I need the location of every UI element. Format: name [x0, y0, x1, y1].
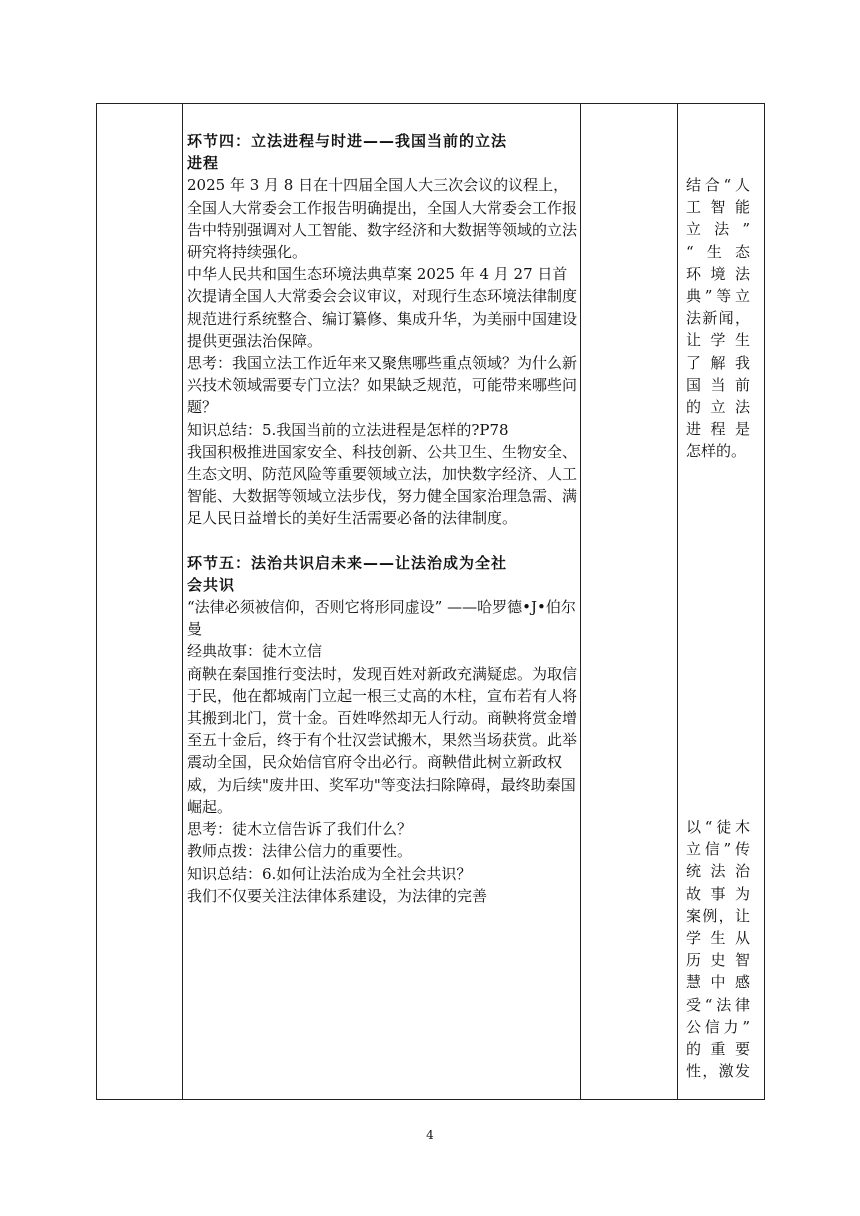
section-heading-continued: 会共识 [187, 575, 236, 594]
note-line: 立信”传 [686, 840, 750, 859]
paragraph: 中华人民共和国生态环境法典草案 2025 年 4 月 27 日首次提请全国人大常委会会议审议，对现行生态环境法律制度规范进行系统整合、编订纂修、集成升华，为美丽中国建设提供更强法治保障。 [187, 265, 578, 350]
paragraph: 思考：徒木立信告诉了我们什么？ [187, 820, 413, 839]
note-line: 工智能 [686, 198, 750, 217]
column-divider [182, 104, 183, 1099]
note-line: 学生从 [686, 929, 750, 948]
note-line: 的重要 [686, 1040, 750, 1059]
teaching-content-column [187, 130, 577, 907]
note-line: 以“徒木 [686, 818, 750, 836]
paragraph: 经典故事：徒木立信 [187, 642, 323, 661]
page-number: 4 [426, 1128, 434, 1142]
note-line: 故事为 [686, 884, 750, 903]
note-line: 法新闻， [686, 309, 750, 328]
note-line: 国当前 [686, 375, 750, 394]
design-intent-note-2 [686, 816, 750, 1082]
paragraph: 商鞅在秦国推行变法时，发现百姓对新政充满疑虑。为取信于民，他在都城南门立起一根三丈高的木柱，宣布若有人将其搬到北门，赏十金。百姓哗然却无人行动。商鞅将赏金增至五十金后，终于有个壮汉尝试搬木，果然当场获赏。此举震动全国，民众始信官府令出必行。商鞅借此树立新政权威，为后续"废井田、奖军功"等变法扫除障碍，最终助秦国崛起。 [187, 664, 578, 816]
column-divider [580, 104, 581, 1099]
paragraph: 知识总结：6.如何让法治成为全社会共识？ [187, 864, 472, 883]
column-divider [677, 104, 678, 1099]
note-line: 环境法 [686, 264, 750, 283]
note-line: 进程是 [686, 420, 750, 439]
note-line: 历史智 [686, 951, 750, 970]
section-heading-continued: 进程 [187, 154, 220, 173]
paragraph: 我国积极推进国家安全、科技创新、公共卫生、生物安全、生态文明、防范风险等重要领域立法，加快数字经济、人工智能、大数据等领域立法步伐，努力健全国家治理急需、满足人民日益增长的美好生活需要必备的法律制度。 [187, 442, 578, 528]
paragraph: 2025 年 3 月 8 日在十四届全国人大三次会议的议程上，全国人大常委会工作报告明确提出，全国人大常委会工作报告中特别强调对人工智能、数字经济和大数据等领域的立法研究将持续强化。 [187, 176, 578, 262]
note-line: 典”等立 [686, 287, 750, 306]
paragraph: 我们不仅要关注法律体系建设，为法律的完善 [187, 886, 488, 905]
note-line: 案例，让 [686, 906, 750, 925]
paragraph: 知识总结：5.我国当前的立法进程是怎样的?P78 [187, 420, 509, 439]
spacer [187, 530, 577, 552]
note-line: 了解我 [686, 353, 750, 372]
design-intent-note-1 [686, 174, 750, 463]
note-line: 结合“人 [686, 176, 750, 194]
section-heading: 环节四：立法进程与时进——我国当前的立法 [187, 132, 508, 150]
lesson-table [96, 103, 765, 1100]
note-line: 受“法律 [686, 995, 750, 1014]
paragraph: 思考：我国立法工作近年来又聚焦哪些重点领域？为什么新兴技术领域需要专门立法？如果缺乏规范，可能带来哪些问题？ [187, 354, 578, 417]
quote: “法律必须被信仰，否则它将形同虚设” ——哈罗德•J•伯尔曼 [187, 598, 576, 639]
note-line: 让学生 [686, 331, 750, 350]
note-line: 立法” [686, 220, 750, 239]
note-line: 怎样的。 [686, 442, 747, 461]
note-line: 慧中感 [686, 973, 750, 992]
paragraph: 教师点拨：法律公信力的重要性。 [187, 842, 413, 861]
note-line: 性，激发 [686, 1062, 750, 1081]
section-heading: 环节五：法治共识启未来——让法治成为全社 [187, 553, 508, 572]
note-line: 统法治 [686, 862, 750, 881]
note-line: “生态 [686, 242, 750, 261]
note-line: 公信力” [686, 1017, 750, 1036]
note-line: 的立法 [686, 398, 750, 417]
